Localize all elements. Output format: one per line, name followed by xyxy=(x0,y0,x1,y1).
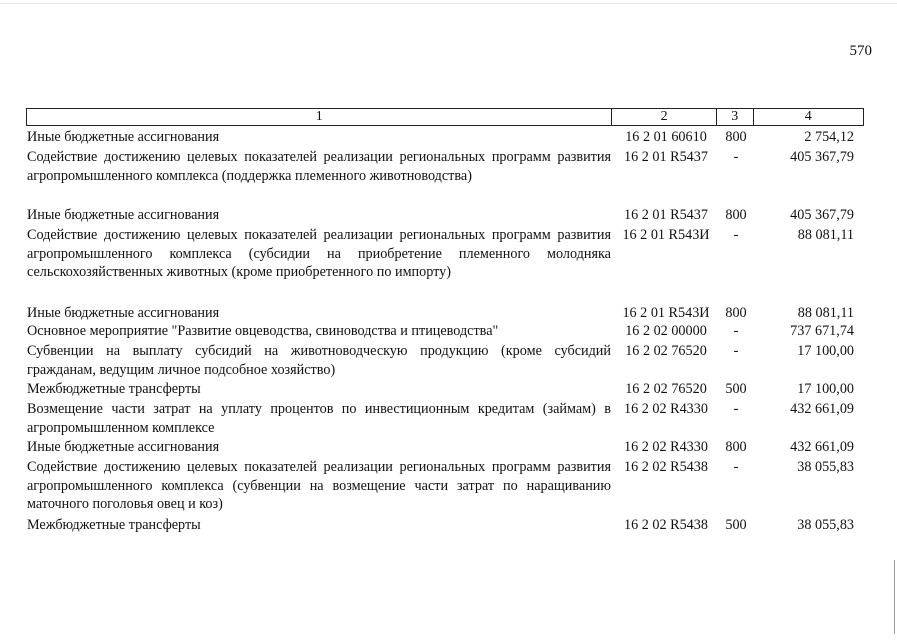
row-type: 800 xyxy=(725,207,747,223)
scan-edge-right xyxy=(894,560,895,634)
row-type: 500 xyxy=(725,517,747,533)
row-name: Содействие достижению целевых показателей реализации региональных программ развития агропромышленного комплекса (субсидии на приобретение племенного молодняка сельскохозяйственных животных (кроме приобретенного по импорту) xyxy=(27,227,611,280)
row-code: 16 2 02 76520 xyxy=(625,381,707,397)
row-amount: 737 671,74 xyxy=(790,323,854,339)
row-name: Иные бюджетные ассигнования xyxy=(27,129,220,145)
row-amount: 88 081,11 xyxy=(797,305,854,321)
row-code: 16 2 02 R5438 xyxy=(624,517,708,533)
row-name: Иные бюджетные ассигнования xyxy=(27,305,220,321)
row-name: Межбюджетные трансферты xyxy=(27,517,201,533)
row-amount: 405 367,79 xyxy=(790,149,854,165)
table-header xyxy=(26,108,864,126)
row-amount: 432 661,09 xyxy=(790,401,854,417)
header-col-4: 4 xyxy=(753,109,863,126)
row-type: 800 xyxy=(725,439,747,455)
row-type: 800 xyxy=(725,305,747,321)
row-name: Межбюджетные трансферты xyxy=(27,381,201,397)
row-type: 800 xyxy=(725,129,747,145)
row-type: - xyxy=(733,149,739,165)
row-type: - xyxy=(733,323,739,339)
row-name: Субвенции на выплату субсидий на животноводческую продукцию (кроме субсидий гражданам, ведущим личное подсобное хозяйство) xyxy=(27,343,611,378)
row-code: 16 2 01 R543И xyxy=(622,227,710,243)
row-name: Возмещение части затрат на уплату процентов по инвестиционным кредитам (займам) в агропромышленном комплексе xyxy=(27,401,611,436)
row-code: 16 2 01 R5437 xyxy=(624,149,708,165)
row-type: - xyxy=(733,459,739,475)
row-code: 16 2 01 60610 xyxy=(625,129,707,145)
header-col-3: 3 xyxy=(716,109,753,126)
row-code: 16 2 01 R5437 xyxy=(624,207,708,223)
row-code: 16 2 01 R543И xyxy=(622,305,710,321)
row-name: Иные бюджетные ассигнования xyxy=(27,439,220,455)
row-code: 16 2 02 R5438 xyxy=(624,459,708,475)
row-amount: 17 100,00 xyxy=(797,381,854,397)
page-number: 570 xyxy=(849,43,872,59)
row-type: - xyxy=(733,227,739,243)
row-type: 500 xyxy=(725,381,747,397)
row-name: Содействие достижению целевых показателей реализации региональных программ развития агропромышленного комплекса (поддержка племенного животноводства) xyxy=(27,149,611,184)
row-code: 16 2 02 00000 xyxy=(625,323,707,339)
row-amount: 2 754,12 xyxy=(804,129,854,145)
row-amount: 432 661,09 xyxy=(790,439,854,455)
row-type: - xyxy=(733,401,739,417)
header-col-1: 1 xyxy=(27,109,612,126)
row-amount: 38 055,83 xyxy=(797,459,854,475)
row-amount: 88 081,11 xyxy=(797,227,854,243)
row-amount: 405 367,79 xyxy=(790,207,854,223)
row-name: Содействие достижению целевых показателей реализации региональных программ развития агропромышленного комплекса (субвенции на возмещение части затрат по наращиванию маточного поголовья овец и коз) xyxy=(27,459,611,512)
row-code: 16 2 02 76520 xyxy=(625,343,707,359)
row-code: 16 2 02 R4330 xyxy=(624,401,708,417)
row-name: Основное мероприятие "Развитие овцеводства, свиноводства и птицеводства" xyxy=(27,323,499,339)
header-col-2: 2 xyxy=(612,109,716,126)
row-code: 16 2 02 R4330 xyxy=(624,439,708,455)
row-name: Иные бюджетные ассигнования xyxy=(27,207,220,223)
row-amount: 17 100,00 xyxy=(797,343,854,359)
row-type: - xyxy=(733,343,739,359)
scan-edge-top xyxy=(0,3,897,4)
row-amount: 38 055,83 xyxy=(797,517,854,533)
